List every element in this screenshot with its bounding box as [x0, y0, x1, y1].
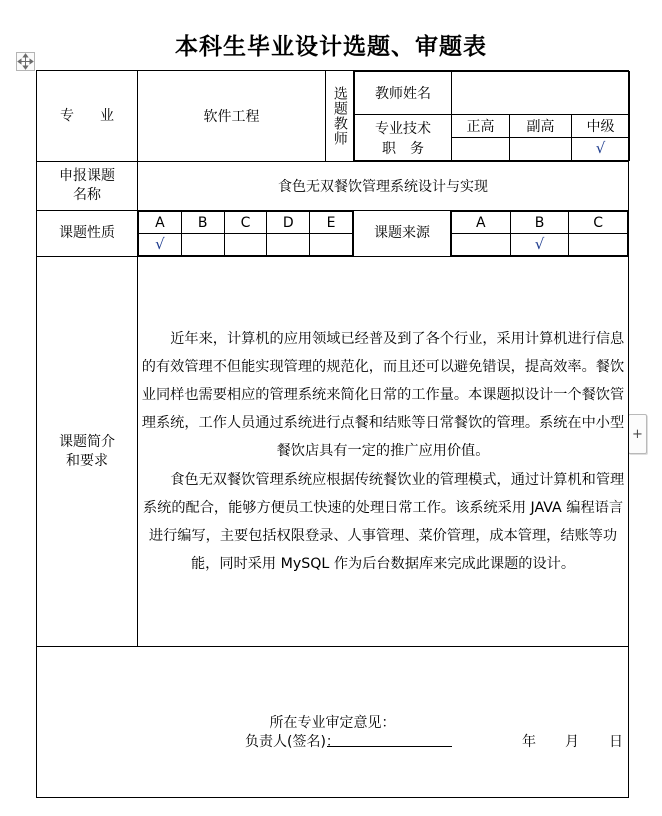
- brief-paragraph-1: 近年来，计算机的应用领域已经普及到了各个行业，采用计算机进行信息的有效管理不但能实现管理的规范化，而且还可以避免错误，提高效率。餐饮业同样也需要相应的管理系统来简化日常的工作量。本课题拟设计一个餐饮管理系统，工作人员通过系统进行点餐和结账等日常餐饮的管理。系统在中小型餐饮店具有一定的推广应用价值。: [141, 331, 625, 460]
- source-letter-2: C: [569, 212, 628, 234]
- brief-label: [37, 257, 138, 647]
- table-row-opinion: [37, 647, 629, 798]
- nature-options-table: [138, 211, 353, 256]
- advisor-vertical-label: 选题教师: [331, 86, 348, 146]
- nature-letter-3: D: [267, 212, 310, 234]
- topic-label-line1: 申报课题: [59, 168, 115, 185]
- source-label: 课题来源: [354, 211, 451, 257]
- table-row-brief: [37, 257, 629, 647]
- signature-line[interactable]: [327, 746, 452, 747]
- insert-plus-button[interactable]: [628, 414, 647, 454]
- source-check-2[interactable]: [569, 234, 628, 256]
- source-options-table: [451, 211, 628, 256]
- rank-label-2: 中级: [572, 115, 630, 138]
- page-title: 本科生毕业设计选题、审题表: [175, 34, 487, 60]
- brief-label-line1: 课题简介: [59, 433, 115, 450]
- nature-check-1[interactable]: [181, 234, 224, 256]
- rank-label-1: 副高: [510, 115, 572, 138]
- advisor-vertical-label-cell: [326, 71, 354, 162]
- opinion-cell[interactable]: [37, 647, 629, 798]
- nature-letter-0: A: [139, 212, 182, 234]
- nature-check-3[interactable]: [267, 234, 310, 256]
- advisor-title-label-line1: 专业技术: [375, 120, 431, 137]
- topic-label-line2: 名称: [73, 187, 101, 203]
- rank-check-2[interactable]: [572, 138, 630, 161]
- day-label: 日: [609, 734, 623, 750]
- major-value[interactable]: 软件工程: [138, 71, 326, 162]
- nature-letter-row: [139, 212, 353, 234]
- brief-label-line2: 和要求: [66, 452, 108, 469]
- source-letter-row: [452, 212, 628, 234]
- advisor-title-label: [355, 115, 452, 161]
- advisor-name-row: [355, 72, 630, 115]
- major-label: 专 业: [37, 71, 138, 162]
- topic-value[interactable]: 食色无双餐饮管理系统设计与实现: [138, 162, 629, 211]
- brief-content[interactable]: [138, 257, 629, 647]
- signer-label: 负责人(签名)：: [245, 734, 340, 750]
- table-row-topic: [37, 162, 629, 211]
- topic-label: [37, 162, 138, 211]
- table-row-nature-source: [37, 211, 629, 257]
- nature-letter-4: E: [310, 212, 353, 234]
- check-mark-icon: √: [534, 234, 545, 253]
- advisor-block: [354, 71, 629, 162]
- year-label: 年: [522, 734, 536, 750]
- opinion-label: 所在专业审定意见：: [269, 715, 396, 731]
- source-check-1[interactable]: [510, 234, 569, 256]
- nature-options-cell: [138, 211, 354, 257]
- advisor-inner-table: [354, 71, 630, 161]
- month-label: 月: [565, 734, 579, 750]
- nature-letter-2: C: [224, 212, 267, 234]
- advisor-title-label-line2: 职 务: [382, 140, 424, 157]
- nature-mark-row: [139, 234, 353, 256]
- source-options-cell: [451, 211, 629, 257]
- plus-icon: +: [632, 426, 643, 442]
- check-mark-icon: √: [595, 139, 606, 157]
- advisor-name-label: 教师姓名: [355, 72, 452, 115]
- nature-label: 课题性质: [37, 211, 138, 257]
- advisor-rank-head-row: [355, 115, 630, 138]
- source-letter-1: B: [510, 212, 569, 234]
- source-letter-0: A: [452, 212, 511, 234]
- selection-review-form-table: [36, 70, 629, 798]
- source-mark-row: [452, 234, 628, 256]
- advisor-name-value[interactable]: [452, 72, 630, 115]
- nature-check-4[interactable]: [310, 234, 353, 256]
- table-row-major: [37, 71, 629, 162]
- nature-check-2[interactable]: [224, 234, 267, 256]
- source-check-0[interactable]: [452, 234, 511, 256]
- rank-label-0: 正高: [452, 115, 510, 138]
- brief-paragraph-2: 食色无双餐饮管理系统应根据传统餐饮业的管理模式，通过计算机和管理系统的配合，能够方便员工快速的处理日常工作。该系统采用 JAVA 编程语言进行编写，主要包括权限登录、人事管理、菜价管理，成本管理，结账等功能，同时采用 MySQL 作为后台数据库来完成此课题的设计。: [142, 471, 625, 572]
- nature-check-0[interactable]: [139, 234, 182, 256]
- check-mark-icon: √: [155, 234, 165, 253]
- rank-check-0[interactable]: [452, 138, 510, 161]
- nature-letter-1: B: [181, 212, 224, 234]
- rank-check-1[interactable]: [510, 138, 572, 161]
